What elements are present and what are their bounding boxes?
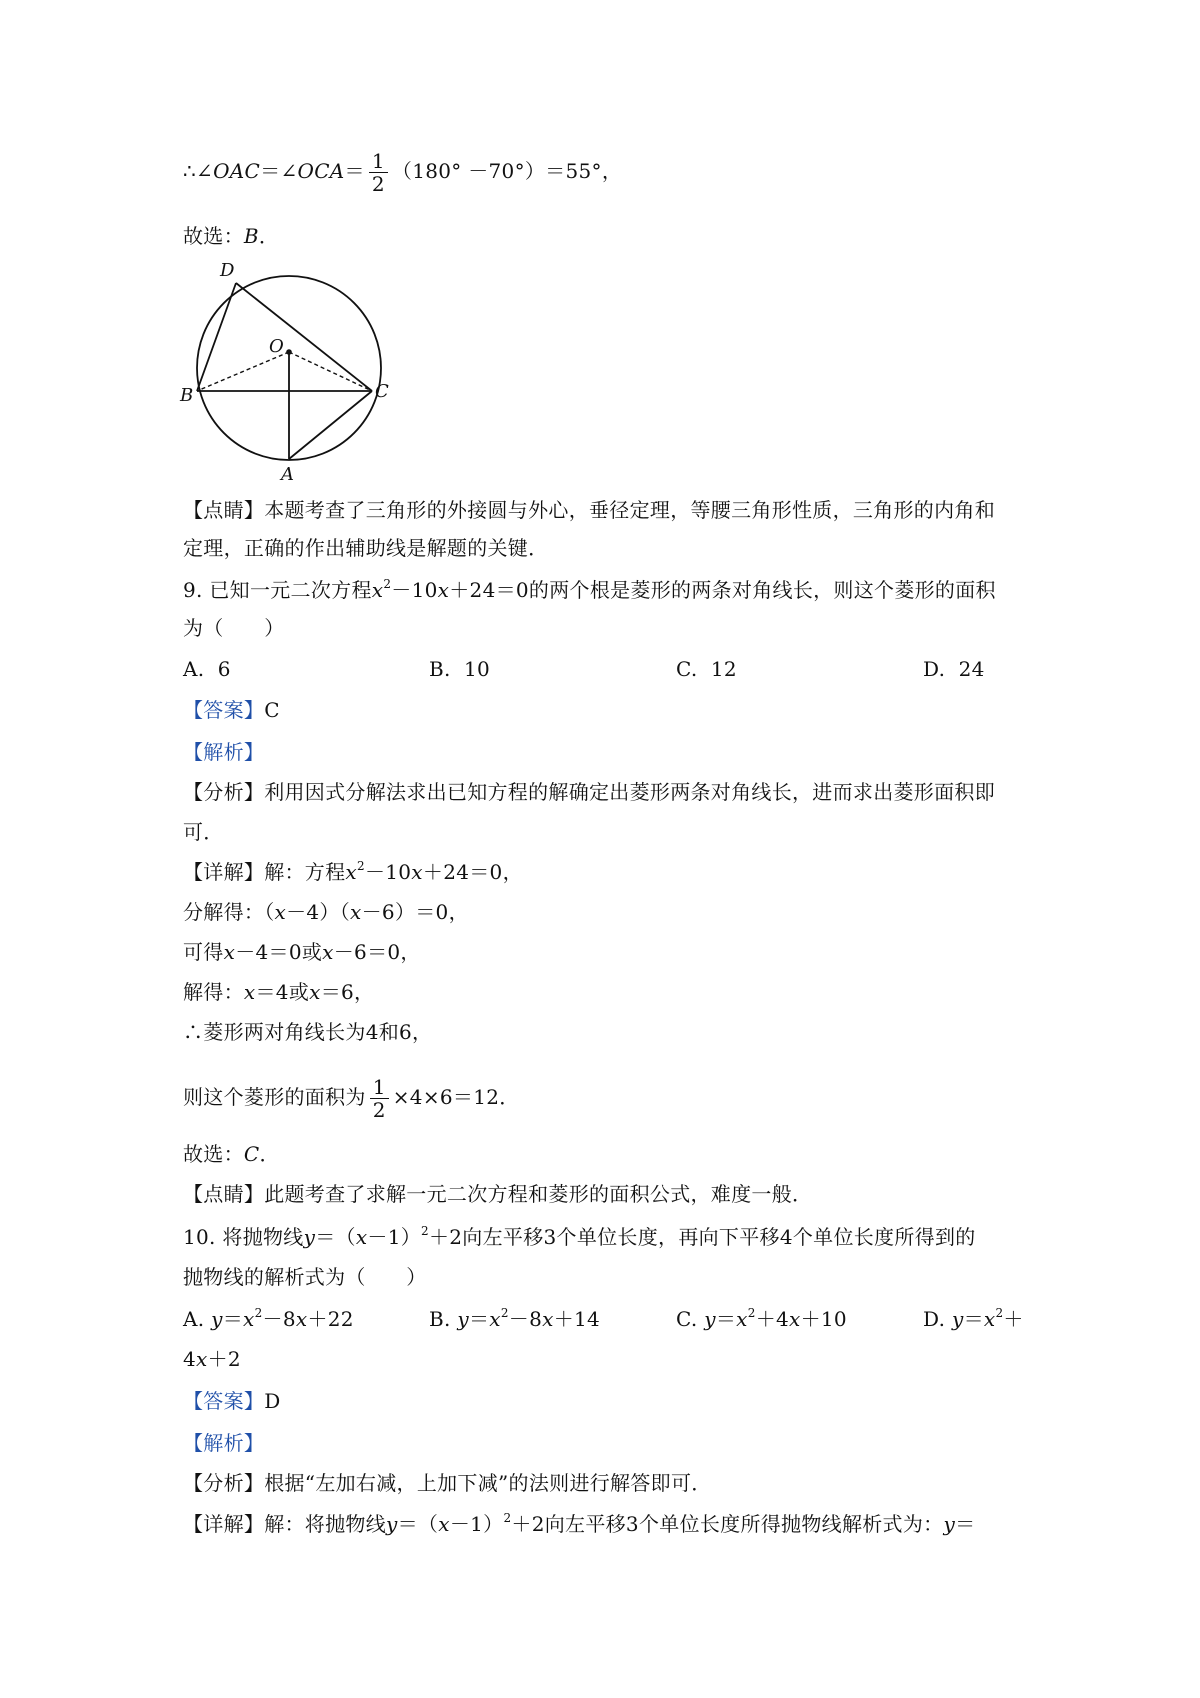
label-o: O [269, 336, 284, 357]
choice-line-q8: 故选：B． [183, 224, 280, 248]
choice-var-b: B [243, 224, 259, 248]
q9-dianjing: 【点睛】此题考查了求解一元二次方程和菱形的面积公式，难度一般． [183, 1182, 813, 1206]
dianjing-tag: 【点睛】 [183, 498, 265, 522]
q10-option-d: D. $y=x^2+$ [923, 1306, 1024, 1331]
dashed-ob [197, 352, 289, 391]
q10-fenxi-line: 【分析】根据“左加右减，上加下减”的法则进行解答即可． [183, 1471, 712, 1495]
q9-half-fraction: $\frac{1}{2}$ [370, 1076, 389, 1121]
q9-fenxi-line1: 【分析】利用因式分解法求出已知方程的解确定出菱形两条对角线长，进而求出菱形面积即 [183, 780, 996, 804]
q10-options [183, 1305, 1023, 1333]
q10-xiangjie-line: 【详解】解：将抛物线$y=(x-1)^2+2$向左平移3个单位长度所得抛物线解析式为：y＝ [183, 1511, 976, 1536]
xiangjie-tag: 【详解】 [183, 860, 265, 884]
q10-stem-line2: 抛物线的解析式为（ ） [183, 1265, 427, 1289]
q9-step6: 则这个菱形的面积为 $\frac{1}{2}$ ×4×6＝12． [183, 1075, 520, 1122]
jiexi-tag: 【解析】 [183, 740, 265, 764]
q10-option-d-cont: 4x＋2 [183, 1347, 241, 1371]
q9-answer: C [264, 698, 280, 722]
half-fraction: $\frac{1}{2}$ [369, 150, 388, 195]
fenxi-tag: 【分析】 [183, 1471, 265, 1495]
angle-eq1: ＝∠ [260, 159, 298, 183]
q9-options [183, 655, 1023, 683]
xiangjie-tag: 【详解】 [183, 1512, 265, 1536]
angle-oac: OAC [213, 159, 261, 183]
q9-stem-line1: 9. 已知一元二次方程$x^2-10x+24=0$的两个根是菱形的两条对角线长，则这个菱形的面积 [183, 577, 996, 602]
q9-option-c: C. 12 [676, 657, 737, 681]
q10-answer-line [183, 1387, 281, 1415]
q9-number: 9. [183, 578, 203, 602]
fenxi-tag: 【分析】 [183, 780, 265, 804]
jiexi-tag: 【解析】 [183, 1431, 265, 1455]
q10-option-c: C. $y=x^2+4x+10$ [676, 1306, 847, 1331]
q9-step5: ∴菱形两对角线长为4和6， [183, 1020, 433, 1044]
q10-stem-line1: 10. 将抛物线$y=(x-1)^2+2$向左平移3个单位长度，再向下平移4个单位长度所得到的 [183, 1224, 976, 1249]
angle-eq2: ＝ [344, 159, 365, 183]
dianjing-tag: 【点睛】 [183, 1182, 265, 1206]
dianjing-q8-line2: 定理，正确的作出辅助线是解题的关键． [183, 536, 549, 560]
answer-tag: 【答案】 [183, 698, 265, 722]
q9-step2: 分解得：（x－4）（x－6）＝0， [183, 900, 469, 924]
q10-option-a: A. $y=x^2-8x+22$ [183, 1306, 354, 1331]
center-point-o [286, 349, 292, 355]
q9-choice: 故选：C． [183, 1142, 280, 1166]
q9-step3: 可得x－4＝0或x－6＝0， [183, 940, 421, 964]
circle-triangle-figure [178, 256, 404, 482]
q10-answer: D [264, 1389, 281, 1413]
angle-conclusion-line [183, 150, 622, 195]
answer-tag: 【答案】 [183, 1389, 265, 1413]
label-a: A [281, 464, 294, 482]
q9-answer-line [183, 696, 280, 724]
q10-number: 10. [183, 1225, 216, 1249]
angle-suffix: （180° －70°）＝55°， [391, 159, 623, 183]
angle-prefix: ∴∠ [183, 159, 214, 183]
q9-fenxi-line2: 可． [183, 820, 224, 844]
q10-jiexi-line [183, 1429, 264, 1457]
dianjing-q8-line1: 【点睛】本题考查了三角形的外接圆与外心，垂径定理，等腰三角形性质，三角形的内角和 [183, 498, 996, 522]
segment-ac [289, 391, 372, 459]
q9-stem-line2: 为（ ） [183, 616, 285, 640]
label-c: C [375, 381, 389, 402]
q9-option-d: D. 24 [923, 657, 985, 681]
q9-jiexi-line [183, 738, 264, 766]
q9-option-b: B. 10 [429, 657, 491, 681]
q9-step4: 解得：x＝4或x＝6， [183, 980, 375, 1004]
q10-option-b: B. $y=x^2-8x+14$ [429, 1306, 601, 1331]
angle-oca: OCA [297, 159, 345, 183]
label-d: D [220, 260, 235, 281]
label-b: B [180, 385, 194, 406]
q9-option-a: A. 6 [183, 657, 231, 681]
segment-dc [236, 283, 372, 391]
q9-step1: 【详解】解：方程$x^2-10x+24=0$， [183, 859, 523, 884]
